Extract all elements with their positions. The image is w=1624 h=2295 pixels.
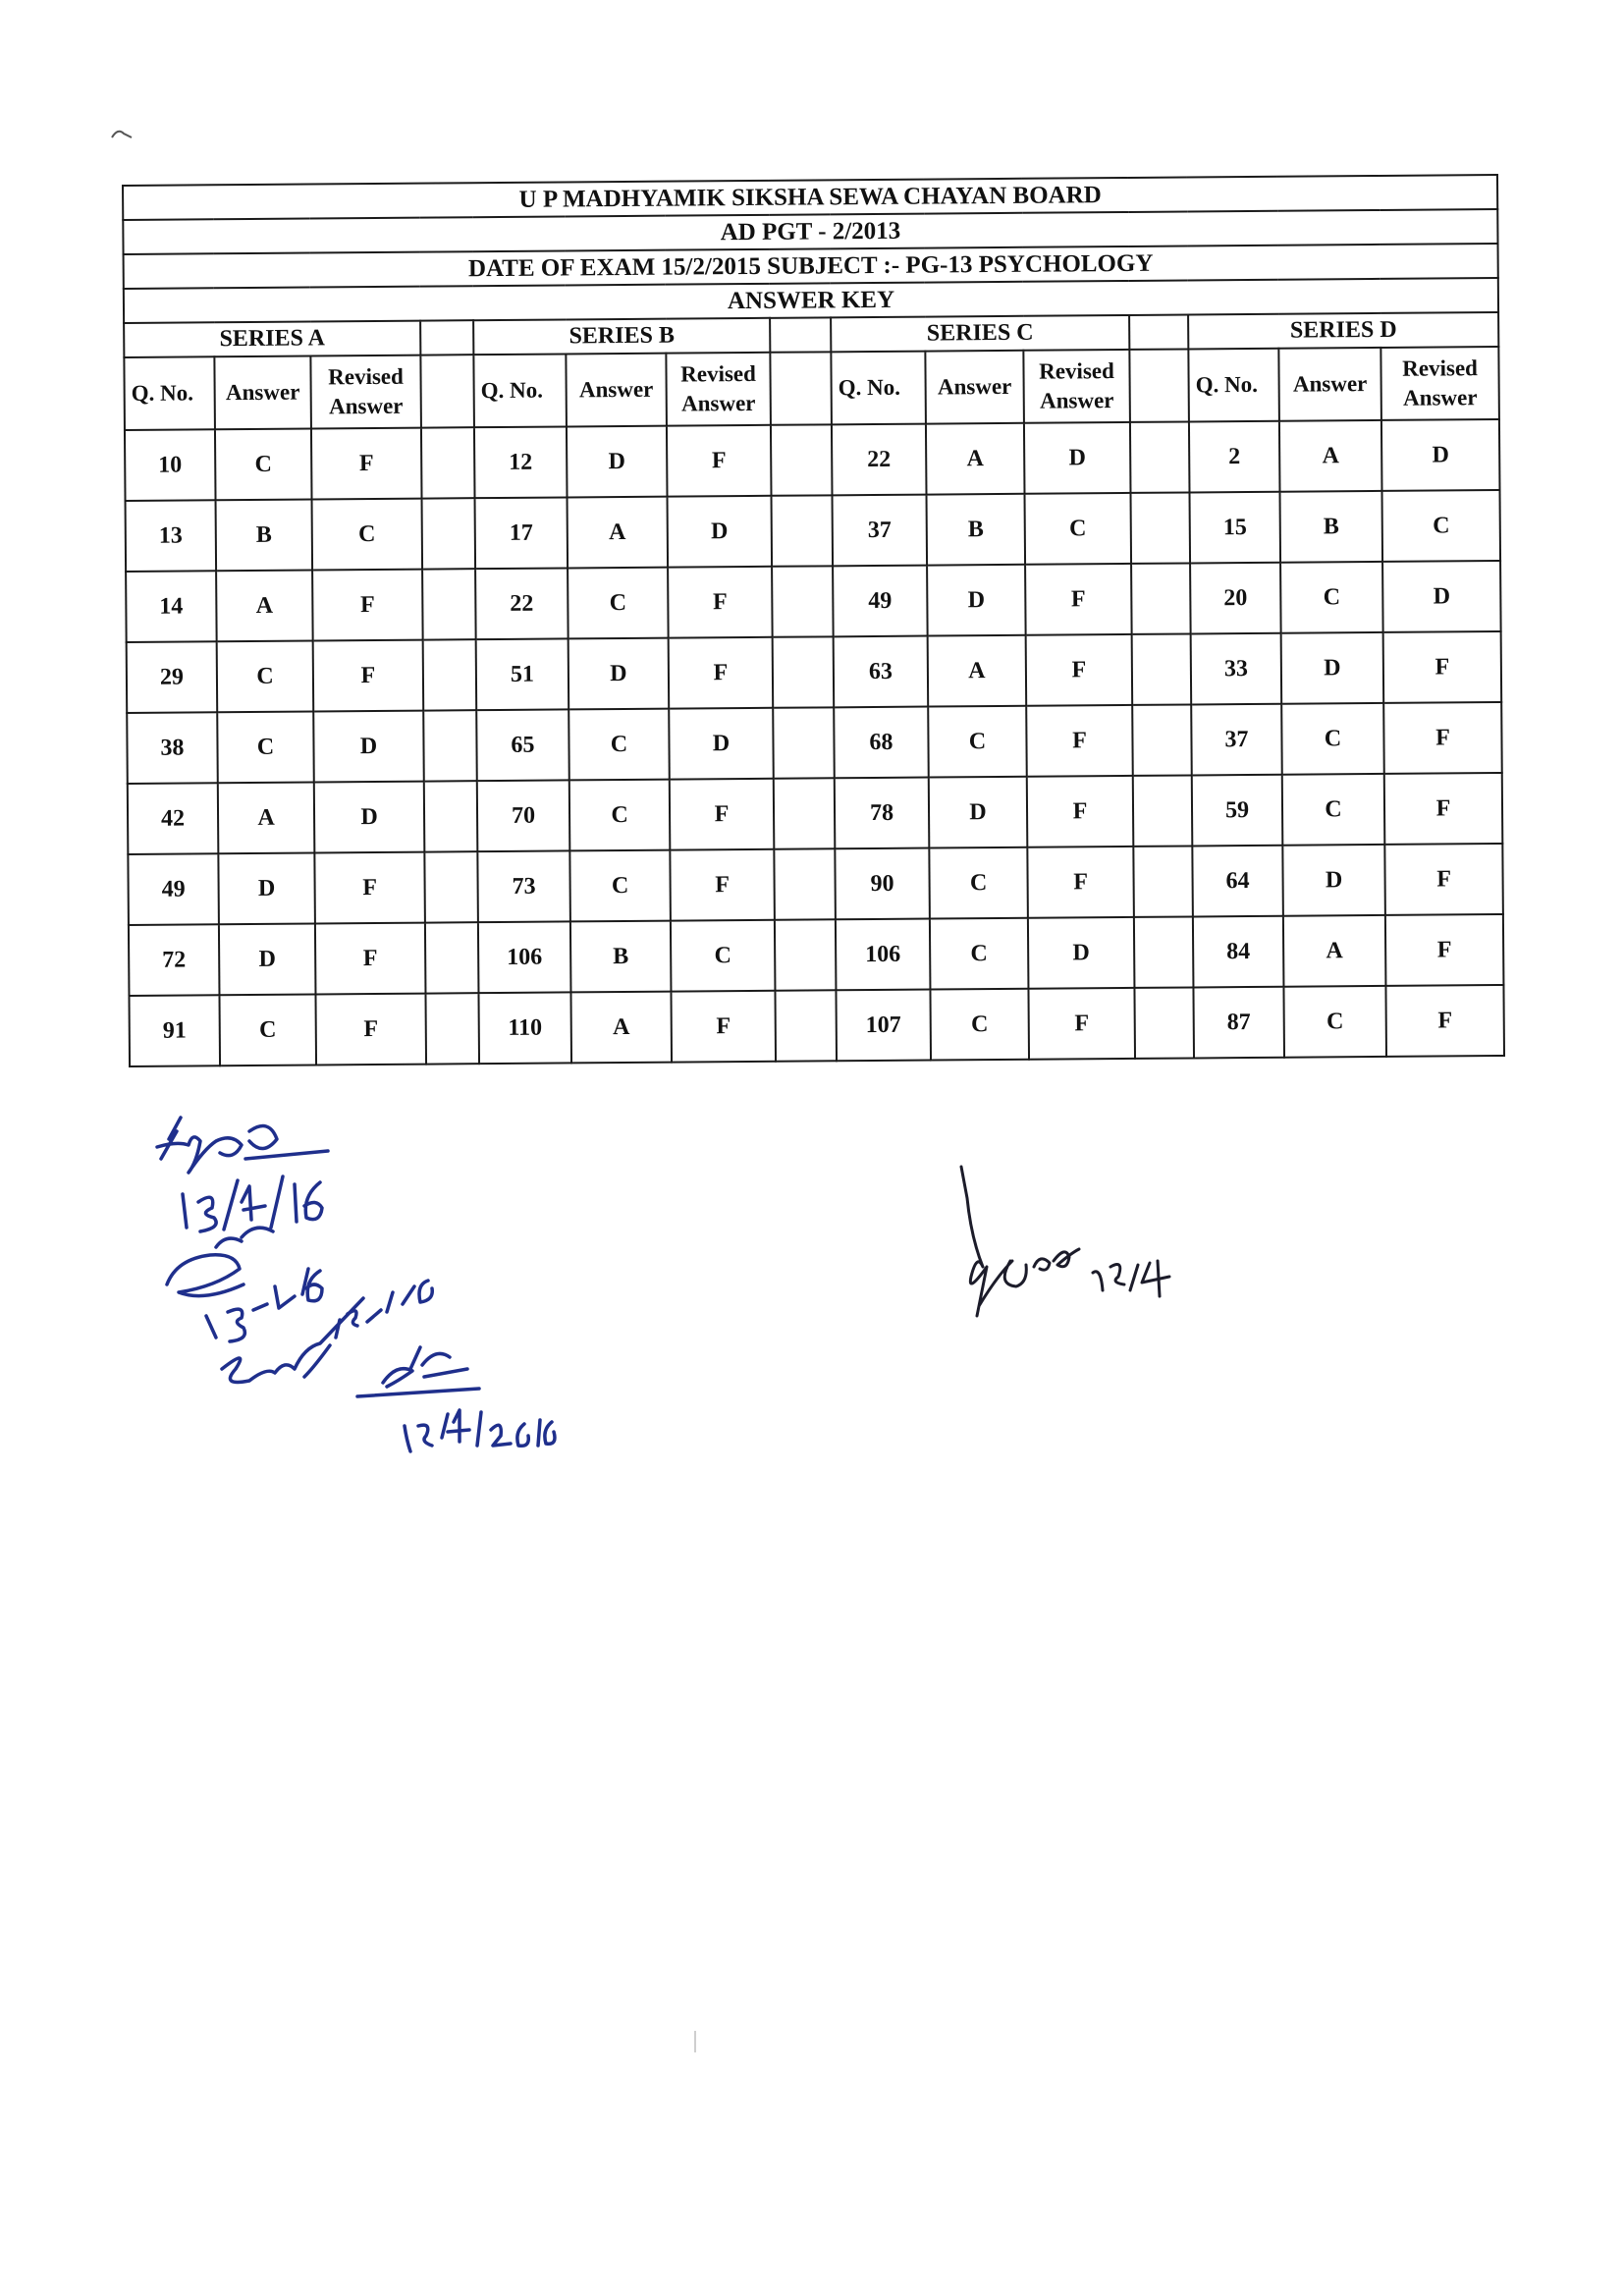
answer-cell: C bbox=[217, 640, 314, 712]
revised-answer-cell: F bbox=[1028, 988, 1135, 1060]
answer-cell: A bbox=[928, 635, 1027, 707]
question-number-cell: 17 bbox=[475, 497, 568, 569]
signature-1 bbox=[157, 1118, 328, 1173]
question-number-cell: 42 bbox=[128, 783, 219, 854]
revised-answer-cell: F bbox=[1027, 776, 1134, 847]
answer-cell: A bbox=[1283, 915, 1386, 987]
answer-cell: C bbox=[569, 850, 671, 922]
signature-5 bbox=[961, 1167, 1079, 1316]
spacer-cell bbox=[424, 781, 478, 851]
answer-label: Answer bbox=[328, 393, 404, 419]
scan-mark-icon bbox=[110, 126, 135, 141]
question-number-cell: 51 bbox=[476, 638, 569, 710]
question-number-cell: 68 bbox=[834, 707, 929, 779]
answer-cell: D bbox=[219, 923, 316, 995]
question-number-cell: 106 bbox=[478, 921, 571, 993]
answer-cell: A bbox=[568, 497, 669, 569]
answer-cell: C bbox=[568, 709, 670, 781]
question-number-cell: 2 bbox=[1189, 421, 1280, 493]
answer-cell: C bbox=[928, 706, 1027, 778]
question-number-cell: 15 bbox=[1189, 492, 1280, 564]
spacer-cell bbox=[775, 919, 837, 990]
column-header-revised-answer bbox=[1380, 347, 1499, 420]
spacer-cell bbox=[420, 320, 473, 355]
question-number-cell: 10 bbox=[125, 429, 216, 501]
spacer-cell bbox=[424, 851, 478, 922]
question-number-cell: 29 bbox=[127, 641, 218, 713]
date-line-1 bbox=[183, 1176, 322, 1231]
answer-cell: D bbox=[218, 852, 315, 924]
answer-label: Answer bbox=[1403, 385, 1478, 410]
answer-label: Answer bbox=[1039, 388, 1114, 413]
board-title: U P MADHYAMIK SIKSHA SEWA CHAYAN BOARD bbox=[123, 175, 1497, 220]
column-header-qno: Q. No. bbox=[831, 352, 926, 425]
spacer-cell bbox=[421, 427, 475, 498]
spacer-cell bbox=[774, 848, 836, 919]
table-row bbox=[127, 702, 1502, 784]
spacer-cell bbox=[1132, 704, 1192, 775]
revised-answer-cell: F bbox=[1383, 702, 1502, 774]
answer-key-sheet bbox=[122, 174, 1503, 1067]
signature-2 bbox=[167, 1228, 273, 1295]
answer-cell: A bbox=[216, 570, 313, 641]
spacer-cell bbox=[423, 710, 477, 781]
column-header-revised-answer bbox=[310, 355, 421, 429]
question-number-cell: 49 bbox=[833, 566, 928, 637]
column-header-answer: Answer bbox=[925, 351, 1024, 424]
date-line-4 bbox=[405, 1410, 555, 1451]
date-line-5 bbox=[1093, 1261, 1169, 1296]
table-row bbox=[129, 914, 1504, 996]
revised-answer-cell: D bbox=[1382, 561, 1501, 632]
spacer-cell bbox=[772, 495, 834, 566]
revised-answer-cell: D bbox=[314, 782, 425, 853]
revised-answer-cell: F bbox=[670, 779, 775, 850]
question-number-cell: 12 bbox=[474, 426, 568, 498]
answer-cell: C bbox=[219, 994, 316, 1066]
question-number-cell: 72 bbox=[129, 924, 220, 996]
answer-cell: B bbox=[1279, 491, 1382, 563]
question-number-cell: 106 bbox=[836, 919, 931, 991]
spacer-cell bbox=[1133, 846, 1193, 916]
column-header-qno: Q. No. bbox=[124, 356, 215, 430]
exam-date-subject: DATE OF EXAM 15/2/2015 SUBJECT :- PG-13 PSYCHOLOGY bbox=[124, 244, 1498, 289]
scan-artifact bbox=[694, 2031, 696, 2052]
revised-answer-cell: F bbox=[1383, 631, 1502, 703]
revised-answer-cell: F bbox=[1385, 914, 1504, 986]
revised-answer-cell: C bbox=[312, 499, 423, 571]
signature-4 bbox=[357, 1347, 479, 1396]
table-row bbox=[127, 631, 1502, 713]
table-row bbox=[126, 490, 1501, 572]
answer-cell: D bbox=[568, 638, 670, 710]
table-row bbox=[128, 773, 1503, 854]
revised-answer-cell: F bbox=[669, 637, 774, 709]
series-heading: SERIES A bbox=[124, 321, 420, 357]
question-number-cell: 73 bbox=[477, 850, 570, 922]
spacer-cell bbox=[773, 707, 835, 778]
question-number-cell: 63 bbox=[834, 636, 929, 708]
answer-cell: C bbox=[569, 780, 671, 851]
revised-answer-cell: F bbox=[670, 849, 775, 921]
column-header-answer: Answer bbox=[214, 355, 311, 429]
series-heading: SERIES D bbox=[1188, 312, 1498, 349]
answer-cell: D bbox=[1282, 845, 1385, 916]
revised-label: Revised bbox=[1039, 358, 1114, 384]
answer-cell: C bbox=[1281, 703, 1384, 775]
spacer-cell bbox=[1134, 987, 1194, 1058]
question-number-cell: 13 bbox=[126, 500, 217, 572]
revised-answer-cell: F bbox=[311, 428, 422, 500]
spacer-cell bbox=[772, 566, 834, 636]
question-number-cell: 84 bbox=[1193, 916, 1284, 988]
spacer-cell bbox=[422, 498, 476, 569]
revised-answer-cell: C bbox=[671, 920, 776, 992]
spacer-cell bbox=[425, 922, 479, 993]
answer-cell: D bbox=[567, 426, 668, 498]
spacer-cell bbox=[771, 424, 833, 495]
revised-answer-cell: D bbox=[669, 708, 774, 780]
table-row bbox=[126, 561, 1501, 642]
revised-answer-cell: F bbox=[1384, 773, 1503, 845]
column-header-revised-answer bbox=[666, 353, 771, 426]
revised-answer-cell: D bbox=[1381, 419, 1500, 491]
column-header-qno: Q. No. bbox=[473, 354, 567, 427]
column-header-answer: Answer bbox=[566, 354, 667, 427]
answer-cell: A bbox=[218, 782, 315, 853]
question-number-cell: 20 bbox=[1190, 563, 1281, 634]
column-header-qno: Q. No. bbox=[1188, 349, 1279, 422]
spacer-cell bbox=[425, 993, 479, 1064]
date-line-3 bbox=[336, 1281, 432, 1338]
table-row bbox=[129, 985, 1504, 1066]
question-number-cell: 37 bbox=[833, 495, 928, 567]
spacer-cell bbox=[1129, 349, 1189, 421]
revised-answer-cell: F bbox=[314, 852, 425, 924]
answer-cell: D bbox=[927, 565, 1026, 636]
answer-cell: B bbox=[570, 921, 672, 993]
signature-block-right bbox=[957, 1159, 1193, 1326]
question-number-cell: 91 bbox=[129, 995, 220, 1066]
revised-answer-cell: F bbox=[312, 570, 423, 641]
spacer-cell bbox=[1132, 633, 1192, 704]
spacer-cell bbox=[1131, 563, 1191, 633]
spacer-cell bbox=[422, 569, 476, 639]
answer-cell: D bbox=[929, 777, 1028, 848]
revised-answer-cell: F bbox=[667, 425, 772, 497]
answer-cell: D bbox=[1281, 632, 1384, 704]
question-number-cell: 110 bbox=[478, 992, 571, 1064]
question-number-cell: 14 bbox=[126, 571, 217, 642]
revised-answer-cell: F bbox=[313, 640, 424, 712]
answer-cell: C bbox=[1283, 986, 1386, 1058]
revised-answer-cell: F bbox=[1027, 847, 1134, 918]
question-number-cell: 22 bbox=[832, 424, 927, 496]
revised-answer-cell: F bbox=[671, 991, 776, 1063]
spacer-cell bbox=[423, 639, 477, 710]
spacer-cell bbox=[1130, 421, 1190, 492]
spacer-cell bbox=[1129, 314, 1188, 349]
series-heading: SERIES C bbox=[831, 315, 1129, 352]
revised-answer-cell: F bbox=[315, 923, 426, 995]
revised-answer-cell: C bbox=[1025, 493, 1132, 565]
answer-cell: B bbox=[927, 494, 1026, 566]
question-number-cell: 90 bbox=[835, 848, 930, 920]
revised-label: Revised bbox=[680, 360, 756, 387]
answer-cell: C bbox=[1282, 774, 1385, 846]
question-number-cell: 49 bbox=[128, 853, 219, 925]
revised-answer-cell: D bbox=[313, 711, 424, 783]
question-number-cell: 59 bbox=[1192, 775, 1283, 847]
column-header-answer: Answer bbox=[1278, 348, 1381, 421]
spacer-cell bbox=[773, 636, 835, 707]
table-row bbox=[125, 419, 1500, 501]
revised-answer-cell: D bbox=[668, 496, 773, 568]
answer-cell: A bbox=[1279, 420, 1382, 492]
answer-cell: C bbox=[929, 847, 1028, 919]
question-number-cell: 64 bbox=[1192, 846, 1283, 917]
spacer-cell bbox=[420, 355, 474, 427]
revised-answer-cell: C bbox=[1381, 490, 1500, 562]
question-number-cell: 78 bbox=[835, 778, 930, 849]
spacer-cell bbox=[775, 990, 837, 1061]
series-heading: SERIES B bbox=[473, 318, 770, 355]
question-number-cell: 33 bbox=[1191, 633, 1282, 705]
question-number-cell: 107 bbox=[836, 990, 931, 1062]
spacer-cell bbox=[774, 778, 836, 848]
spacer-cell bbox=[770, 352, 832, 424]
table-row bbox=[128, 844, 1503, 925]
revised-answer-cell: F bbox=[1385, 985, 1504, 1057]
exam-title: AD PGT - 2/2013 bbox=[123, 209, 1497, 254]
revised-label: Revised bbox=[1402, 355, 1478, 381]
question-number-cell: 22 bbox=[475, 568, 568, 639]
signature-block-left bbox=[147, 1112, 560, 1465]
spacer-cell bbox=[1130, 492, 1190, 563]
question-number-cell: 65 bbox=[476, 709, 569, 781]
answer-cell: C bbox=[568, 568, 669, 639]
answer-key-title: ANSWER KEY bbox=[124, 278, 1498, 323]
revised-answer-cell: D bbox=[1024, 422, 1131, 494]
revised-answer-cell: F bbox=[1384, 844, 1503, 915]
answer-cell: A bbox=[570, 992, 672, 1064]
answer-cell: C bbox=[930, 989, 1029, 1061]
answer-key-table bbox=[122, 174, 1505, 1067]
revised-answer-cell: F bbox=[668, 567, 773, 638]
answer-cell: C bbox=[1280, 562, 1383, 633]
answer-cell: C bbox=[215, 428, 312, 500]
revised-answer-cell: F bbox=[315, 994, 426, 1066]
answer-cell: A bbox=[926, 423, 1025, 495]
question-number-cell: 37 bbox=[1191, 704, 1282, 776]
answer-label: Answer bbox=[680, 390, 756, 416]
revised-answer-cell: D bbox=[1028, 917, 1135, 989]
spacer-cell bbox=[770, 317, 831, 352]
question-number-cell: 70 bbox=[477, 780, 570, 851]
revised-answer-cell: F bbox=[1025, 564, 1132, 635]
answer-cell: B bbox=[216, 499, 313, 571]
answer-cell: C bbox=[930, 918, 1029, 990]
answer-cell: C bbox=[217, 711, 314, 783]
revised-answer-cell: F bbox=[1026, 634, 1133, 706]
question-number-cell: 87 bbox=[1193, 987, 1284, 1059]
revised-answer-cell: F bbox=[1026, 705, 1133, 777]
spacer-cell bbox=[1134, 916, 1194, 987]
spacer-cell bbox=[1133, 775, 1193, 846]
revised-label: Revised bbox=[328, 363, 404, 390]
question-number-cell: 38 bbox=[127, 712, 218, 784]
column-header-revised-answer bbox=[1023, 350, 1130, 423]
